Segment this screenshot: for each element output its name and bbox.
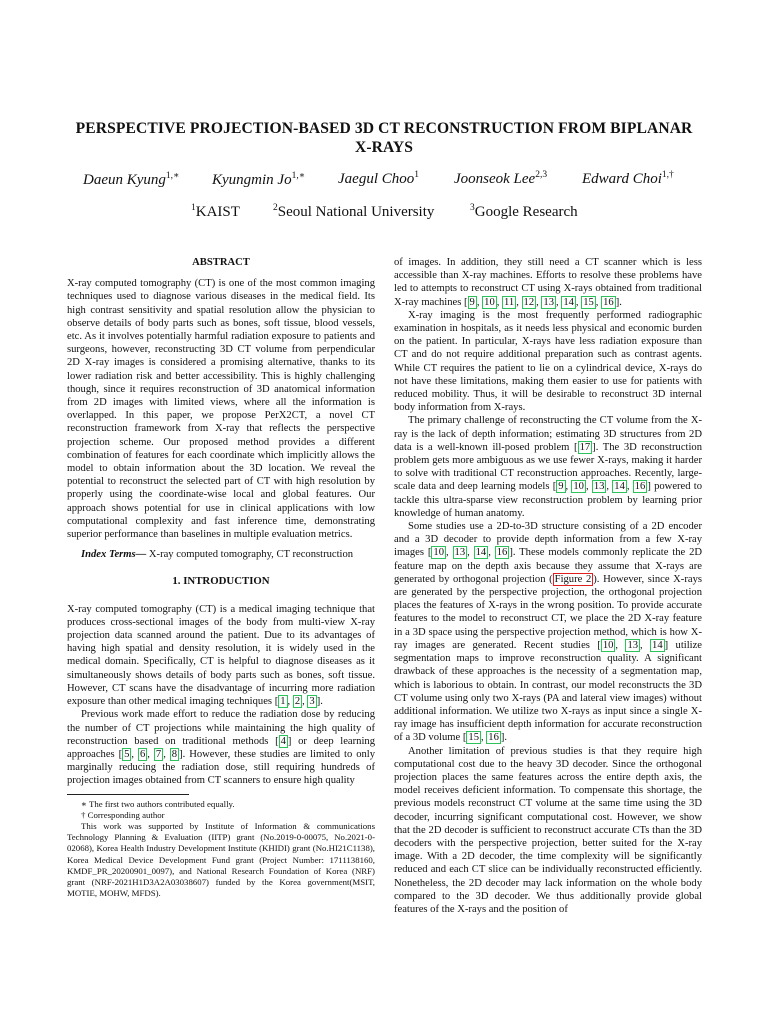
paragraph-text: Previous work made effort to reduce the radiation dose by reducing the number of CT projections while maintaining the high quality of reconstruction based on traditional methods — [67, 709, 375, 747]
paragraph-text: of images. In addition, they still need a CT scanner which is less accessible than X-ray machines. Efforts to resolve these problems have led to attempts to reconstruct CT using X-rays obtained from traditional X-ray machines — [394, 257, 702, 308]
footnotes — [67, 799, 375, 900]
citation-link[interactable]: 11 — [504, 296, 515, 308]
author-4 — [454, 170, 547, 188]
citation-link[interactable]: 14 — [652, 639, 663, 651]
affiliation-sup: 2 — [273, 203, 278, 213]
citation-link[interactable]: 10 — [433, 547, 444, 559]
left-column — [67, 256, 375, 899]
paragraph-text: ). However, since X-rays are generated by the perspective projection, the orthogonal projection places the features of X-rays in the wrong position. To provide accurate features to the model to reconstruct CT, we place the 2D X-ray feature in a 3D space using the perspective projection method, which is how X-ray images are generated. Recent studies — [394, 573, 702, 651]
index-terms — [67, 548, 375, 561]
author-5 — [582, 170, 674, 188]
paragraph-text: . However, these studies are limited to only marginally reducing the radiation dose, still requiring hundreds of projection images obtained from CT scanners to ensure high quality — [67, 748, 376, 787]
paragraph-text: utilize segmentation maps to improve reconstruction quality. A significant drawback of these approaches is the necessity of a segmentation map, which is laborious to obtain. In contrast, our model reconstructs the 3D CT volume using only two X-rays (PA and lateral view images) without additional information. We utilize two X-rays as input since a single X-ray image has insufficient depth information for accurate reconstruction of a 3D volume — [394, 639, 703, 744]
author-3 — [338, 170, 419, 188]
paragraph-text: . These models commonly replicate the 2D feature map on the depth axis because they assume that X-rays are generated by orthogonal projection ( — [394, 547, 703, 585]
citation-link[interactable]: 7 — [155, 748, 162, 760]
right-column — [394, 256, 702, 916]
author-list — [70, 170, 700, 192]
abstract-text: X-ray computed tomography (CT) is one of the most common imaging techniques used to diagnose various diseases in the medical field. Its high contrast sensitivity and spatial resolution allow the physician to observe details of body parts such as bones, soft tissue, blood vessels, etc. As it involves potentially harmful radiation exposure to patients and surgeons, however, reconstructing 3D CT volume from perpendicular 2D X-ray images is considered a promising alternative, thanks to its lower radiation risk and better accessibility. This is highly challenging though, since it requires reconstruction of 3D anatomical information from 2D images with limited views, where all the information is overlapped. In this paper, we propose PerX2CT, a novel CT reconstruction framework from X-ray that reflects the perspective projection scheme. Our proposed method provides a different combination of features for each coordinate which implicitly allows the model to obtain information about the 3D location. We reveal the potential to reconstruct the selected part of CT with high resolution by properly using the coordinate-wise local and global features. Our approach shows potential for use in clinical applications with low computational complexity and fast inference time, demonstrating superior performance than baselines in multiple evaluation metrics. — [67, 278, 375, 541]
affiliation-name: KAIST — [195, 204, 240, 220]
paragraph-text: . The 3D reconstruction problem gets more ambiguous as we use fewer X-rays, making it harder to solve with traditional CT reconstruction approaches. Recently, large-scale data and deep learning models — [394, 441, 702, 493]
figure-link[interactable]: Figure 2 — [554, 573, 592, 585]
citation-link[interactable]: 16 — [603, 296, 614, 308]
author-name: Joonseok Lee — [454, 171, 536, 187]
citation-link[interactable]: 9 — [469, 296, 475, 308]
intro-paragraph-4: X-ray imaging is the most frequently performed radiographic examination in hospitals, as it needs less physical and economic burden on the patient. In particular, X-rays have less radiation exposure than CT and do not require additional preparation such as contrast agents. While CT requires the patient to lie on a cylindrical device, X-rays do not have these limitations, making them easier to use for patients with reduced mobility. Thus, it will be desirable to reconstruct 3D internal body information from X-rays. — [394, 309, 702, 414]
citation-link[interactable]: 5 — [124, 748, 130, 760]
paragraph-text: X-ray computed tomography (CT) is a medical imaging technique that produces cross-sectional images of the body from multi-view X-ray projection data scanned around the patient. Due to its advantages of having high spatial and density resolution, it is widely used in the medical domain. Specifically, CT is helpful to diagnose diseases as it simultaneously shows details of body parts such as bones, soft tissue. However, CT scans have the disadvantage of incurring more radiation exposure than other medical imaging techniques — [67, 603, 375, 708]
citation-link[interactable]: 6 — [140, 748, 146, 760]
affiliation-sup: 1 — [191, 203, 196, 213]
citation-link[interactable]: 13 — [627, 639, 639, 651]
footnote-equal-contribution: ∗ The first two authors contributed equally. — [81, 798, 235, 809]
index-terms-text: X-ray computed tomography, CT reconstruction — [146, 549, 354, 561]
intro-paragraph-6: Some studies use a 2D-to-3D structure consisting of a 2D encoder and a 3D decoder to provide depth information from a few X-ray images [ 10 , 13 , 14 , 16 ]. These models commonly replicate the 2D feature map on the depth axis because they assume that X-rays are generated by orthogonal projection ( Figure 2 ). However, since X-rays are generated by the perspective projection, the orthogonal projection places the features of X-rays in the wrong position. To provide accurate features to the model to reconstruct CT, we place the 2D X-ray feature in a 3D space using the perspective projection method, which is how X-ray images are generated. Recent studies [ 10 , 13 , 14 ] utilize segmentation maps to improve reconstruction quality. A significant drawback of these approaches is the necessity of a segmentation map, which is laborious to obtain. In contrast, our model reconstructs the 3D CT volume using only two X-rays (PA and lateral view images) without additional information. We utilize two X-rays as input since a single X-ray image has insufficient depth information for accurate reconstruction of a 3D volume [ 15 , 16 ]. — [394, 521, 703, 744]
citation-link[interactable]: 12 — [523, 296, 535, 308]
citation-link[interactable]: 13 — [543, 296, 555, 308]
citation-link[interactable]: 13 — [454, 547, 466, 559]
author-name: Daeun Kyung — [83, 172, 166, 188]
citation-link[interactable]: 10 — [484, 296, 495, 308]
paragraph-text: . — [320, 696, 323, 708]
author-1 — [83, 170, 180, 189]
footnote-divider — [67, 794, 189, 795]
author-sup: 1,∗ — [165, 171, 180, 181]
citation-link[interactable]: 15 — [468, 732, 479, 744]
author-name: Edward Choi — [582, 171, 662, 187]
author-name: Kyungmin Jo — [212, 172, 292, 188]
section-heading: 1. INTRODUCTION — [172, 575, 270, 588]
author-sup: 2,3 — [535, 170, 548, 180]
paragraph-text: . — [504, 732, 508, 744]
affiliation-name: Google Research — [474, 204, 578, 220]
citation-link[interactable]: 16 — [488, 732, 499, 744]
citation-link[interactable]: 16 — [634, 481, 646, 493]
citation-link[interactable]: 14 — [614, 481, 625, 493]
citation-link[interactable]: 3 — [309, 696, 315, 708]
author-name: Jaegul Choo — [338, 171, 415, 187]
affiliation-name: Seoul National University — [277, 204, 435, 220]
paragraph-text: The primary challenge of reconstructing the CT volume from the X-ray is the lack of depth information; estimating 3D structures from 2D data is a well-known ill-posed problem — [394, 415, 702, 453]
affiliation-1 — [191, 203, 240, 221]
citation-link[interactable]: 4 — [280, 735, 286, 747]
citation-link[interactable]: 13 — [593, 481, 605, 493]
author-2 — [212, 170, 305, 189]
affiliation-list — [70, 203, 700, 225]
affiliation-3 — [470, 203, 578, 221]
citation-link[interactable]: 8 — [171, 748, 178, 760]
footnote-corresponding: † Corresponding author — [81, 809, 165, 820]
intro-paragraph-2: Previous work made effort to reduce the radiation dose by reducing the number of CT projections while maintaining the high quality of reconstruction based on traditional methods [ 4 ] or deep learning approaches [ 5 , 6 , 7 , 8 ]. However, these studies are limited to only marginally reducing the radiation dose, still requiring hundreds of projection images obtained from CT scanners to ensure high quality — [67, 709, 376, 787]
citation-link[interactable]: 15 — [583, 296, 594, 308]
citation-link[interactable]: 16 — [496, 547, 508, 559]
index-terms-label: Index Terms— — [81, 549, 147, 561]
abstract-heading: ABSTRACT — [192, 257, 250, 268]
affiliation-2 — [273, 203, 434, 221]
paragraph-text: or deep learning approaches — [67, 735, 375, 760]
author-sup: 1 — [414, 170, 419, 180]
intro-paragraph-3: of images. In addition, they still need a CT scanner which is less accessible than X-ray machines. Efforts to resolve these problems have led to attempts to reconstruct CT using X-rays obtained from traditional X-ray machines [ 9 , 10 , 11 , 12 , 13 , 14 , 15 , 16 ]. — [394, 257, 702, 308]
citation-link[interactable]: 9 — [558, 481, 564, 493]
citation-link[interactable]: 1 — [280, 696, 286, 708]
footnote-funding: This work was supported by Institute of Information & communications Technology Planning & Evaluation (IITP) grant (No.2019-0-00075, No.2021-0-02068), Korea Health Industry Development Institute (KHIDI) grant (No.HI21C1138), Korea Medical Device Development Fund grant (Project Number: 1711138160, KMDF_PR_20200901_0097), and National Research Foundation of Korea (NRF) grant (NRF-2021H1D3A2A03038607) funded by the Korea government(MSIT, MOTIE, MOHW, MFDS). — [67, 820, 375, 899]
citation-link[interactable]: 14 — [563, 296, 574, 308]
affiliation-sup: 3 — [470, 203, 475, 213]
intro-paragraph-5: The primary challenge of reconstructing the CT volume from the X-ray is the lack of depth information; estimating 3D structures from 2D data is a well-known ill-posed problem [ 17 ]. The 3D reconstruction problem gets more ambiguous as we use fewer X-rays, making it harder to solve with traditional CT reconstruction approaches. Recently, large-scale data and deep learning models [ 9 , 10 , 13 , 14 , 16 ] powered to tackle this ultra-sparse view reconstruction problem by learning prior knowledge of human anatomy. — [394, 415, 702, 519]
citation-link[interactable]: 10 — [602, 639, 614, 651]
author-sup: 1,† — [661, 170, 674, 180]
citation-link[interactable]: 17 — [579, 441, 591, 453]
paragraph-text: . — [619, 296, 622, 308]
citation-link[interactable]: 10 — [573, 481, 584, 493]
intro-paragraph-7: Another limitation of previous studies is that they require high computational cost due to the heavy 3D decoder. Since the orthogonal projection places the same features across the entire depth axis, the model receives deficient information. To compensate this shortage, the previous models reconstruct CT volume at the same time using the 3D decoder, incurring significant computational cost. However, we show that the 2D decoder is sufficient to reconstruct accurate CTs than the 3D decoders with the perspective projection, better suited for the X-ray image. With a 2D decoder, the time complexity will be significantly reduced and each CT slice can be individually reconstructed efficiently. Nonetheless, the 2D decoder may lack information on the whole body compared to the 3D decoder. We thus additionally provide global features of the X-rays and the position of — [394, 745, 702, 915]
citation-link[interactable]: 14 — [475, 547, 487, 559]
intro-paragraph-1 — [67, 603, 375, 709]
paragraph-text: powered to tackle this ultra-sparse view reconstruction problem by learning prior knowledge of human anatomy. — [394, 481, 702, 519]
paper-title: PERSPECTIVE PROJECTION-BASED 3D CT RECONSTRUCTION FROM BIPLANAR X-RAYS — [75, 120, 693, 156]
citation-group: [ 1 , 2 , 3 ] — [274, 696, 321, 708]
author-sup: 1,∗ — [291, 171, 306, 181]
citation-link[interactable]: 2 — [294, 696, 301, 708]
paragraph-text: Some studies use a 2D-to-3D structure consisting of a 2D encoder and a 3D decoder to provide depth information from a few X-ray images — [394, 521, 702, 559]
